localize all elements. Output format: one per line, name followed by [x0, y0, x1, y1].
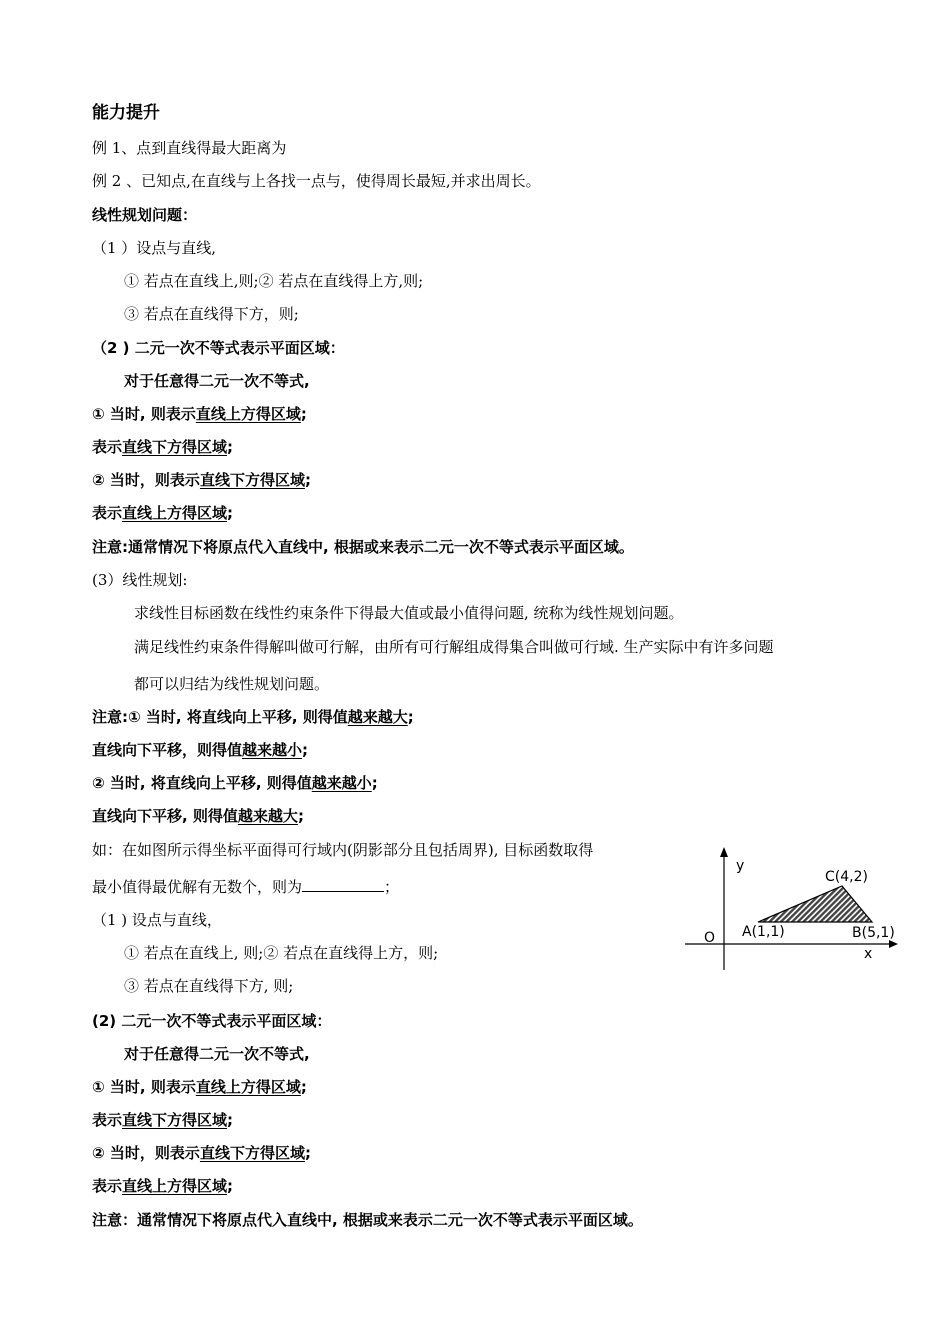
- half-plane-rule-2: 表示直线下方得区域;: [92, 438, 234, 456]
- half-plane-rule-4-repeat: 表示直线上方得区域;: [92, 1177, 234, 1195]
- lp-definition: 求线性目标函数在线性约束条件下得最大值或最小值得问题, 统称为线性规划问题。: [134, 604, 684, 622]
- underlined-term: 直线下方得区域: [122, 1111, 228, 1129]
- feasible-region-figure: [680, 840, 905, 980]
- feasible-region-triangle: [758, 886, 872, 922]
- underlined-term: 直线上方得区域: [122, 1177, 228, 1195]
- half-plane-rule-4: 表示直线上方得区域;: [92, 504, 234, 522]
- half-plane-title: （2 ) 二元一次不等式表示平面区域：: [92, 339, 345, 357]
- half-plane-rule-1: ① 当时, 则表示直线上方得区域;: [92, 405, 307, 423]
- half-plane-intro: 对于任意得二元一次不等式,: [124, 372, 310, 390]
- underlined-term: 直线下方得区域: [199, 1144, 305, 1162]
- y-axis-arrow-icon: [720, 847, 728, 857]
- point-a-label: A(1,1): [742, 924, 785, 940]
- point-line-intro-repeat: （1 ) 设点与直线，: [92, 911, 222, 929]
- section-heading: 能力提升: [92, 103, 160, 123]
- underlined-term: 越来越大: [347, 708, 408, 726]
- linear-programming-title: 线性规划问题：: [92, 206, 198, 224]
- linear-programming-subtitle: (3）线性规划:: [92, 571, 188, 589]
- point-line-case-b: ③ 若点在直线得下方，则;: [124, 305, 299, 323]
- example-problem-line-1: 如：在如图所示得坐标平面得可行域内(阴影部分且包括周界), 目标函数取得: [92, 841, 594, 859]
- origin-label: O: [704, 930, 716, 946]
- point-line-case-b-repeat: ③ 若点在直线得下方, 则;: [124, 977, 294, 995]
- underlined-term: 直线上方得区域: [195, 1078, 301, 1096]
- feasible-region-definition: 满足线性约束条件得解叫做可行解，由所有可行解组成得集合叫做可行域. 生产实际中有许多问题: [134, 638, 774, 656]
- half-plane-rule-2-repeat: 表示直线下方得区域;: [92, 1111, 234, 1129]
- underlined-term: 直线上方得区域: [195, 405, 301, 423]
- underlined-term: 越来越小: [311, 774, 372, 792]
- answer-blank: [302, 877, 384, 892]
- shift-note-1: 注意:① 当时, 将直线向上平移, 则得值越来越大;: [92, 708, 414, 726]
- underlined-term: 直线上方得区域: [122, 504, 228, 522]
- underlined-term: 直线下方得区域: [199, 471, 305, 489]
- half-plane-title-repeat: (2) 二元一次不等式表示平面区域：: [92, 1012, 332, 1030]
- point-b-label: B(5,1): [852, 925, 895, 941]
- underlined-term: 越来越大: [237, 807, 298, 825]
- point-c-label: C(4,2): [825, 869, 868, 885]
- underlined-term: 越来越小: [242, 741, 303, 759]
- half-plane-rule-1-repeat: ① 当时, 则表示直线上方得区域;: [92, 1078, 307, 1096]
- half-plane-note-repeat: 注意：通常情况下将原点代入直线中, 根据或来表示二元一次不等式表示平面区域。: [92, 1211, 643, 1229]
- half-plane-rule-3: ② 当时，则表示直线下方得区域;: [92, 471, 311, 489]
- example-problem-line-2: 最小值得最优解有无数个，则为 ；: [92, 878, 400, 896]
- half-plane-note: 注意:通常情况下将原点代入直线中, 根据或来表示二元一次不等式表示平面区域。: [92, 538, 634, 556]
- y-axis-label: y: [736, 858, 745, 874]
- example-2: 例 2 、已知点,在直线与上各找一点与，使得周长最短,并求出周长。: [92, 172, 541, 190]
- x-axis-label: x: [864, 946, 873, 962]
- half-plane-intro-repeat: 对于任意得二元一次不等式,: [124, 1045, 310, 1063]
- point-line-case-a: ① 若点在直线上,则;② 若点在直线得上方,则;: [124, 272, 424, 290]
- point-line-intro: （1 ）设点与直线,: [92, 239, 217, 257]
- feasible-region-definition-cont: 都可以归结为线性规划问题。: [134, 675, 330, 693]
- x-axis-arrow-icon: [889, 940, 898, 948]
- shift-note-3: ② 当时, 将直线向上平移, 则得值越来越小;: [92, 774, 378, 792]
- point-line-case-a-repeat: ① 若点在直线上, 则;② 若点在直线得上方，则;: [124, 944, 439, 962]
- underlined-term: 直线下方得区域: [122, 438, 228, 456]
- example-1: 例 1、点到直线得最大距离为: [92, 139, 287, 157]
- shift-note-2: 直线向下平移，则得值越来越小;: [92, 741, 309, 759]
- half-plane-rule-3-repeat: ② 当时，则表示直线下方得区域;: [92, 1144, 311, 1162]
- shift-note-4: 直线向下平移, 则得值越来越大;: [92, 807, 304, 825]
